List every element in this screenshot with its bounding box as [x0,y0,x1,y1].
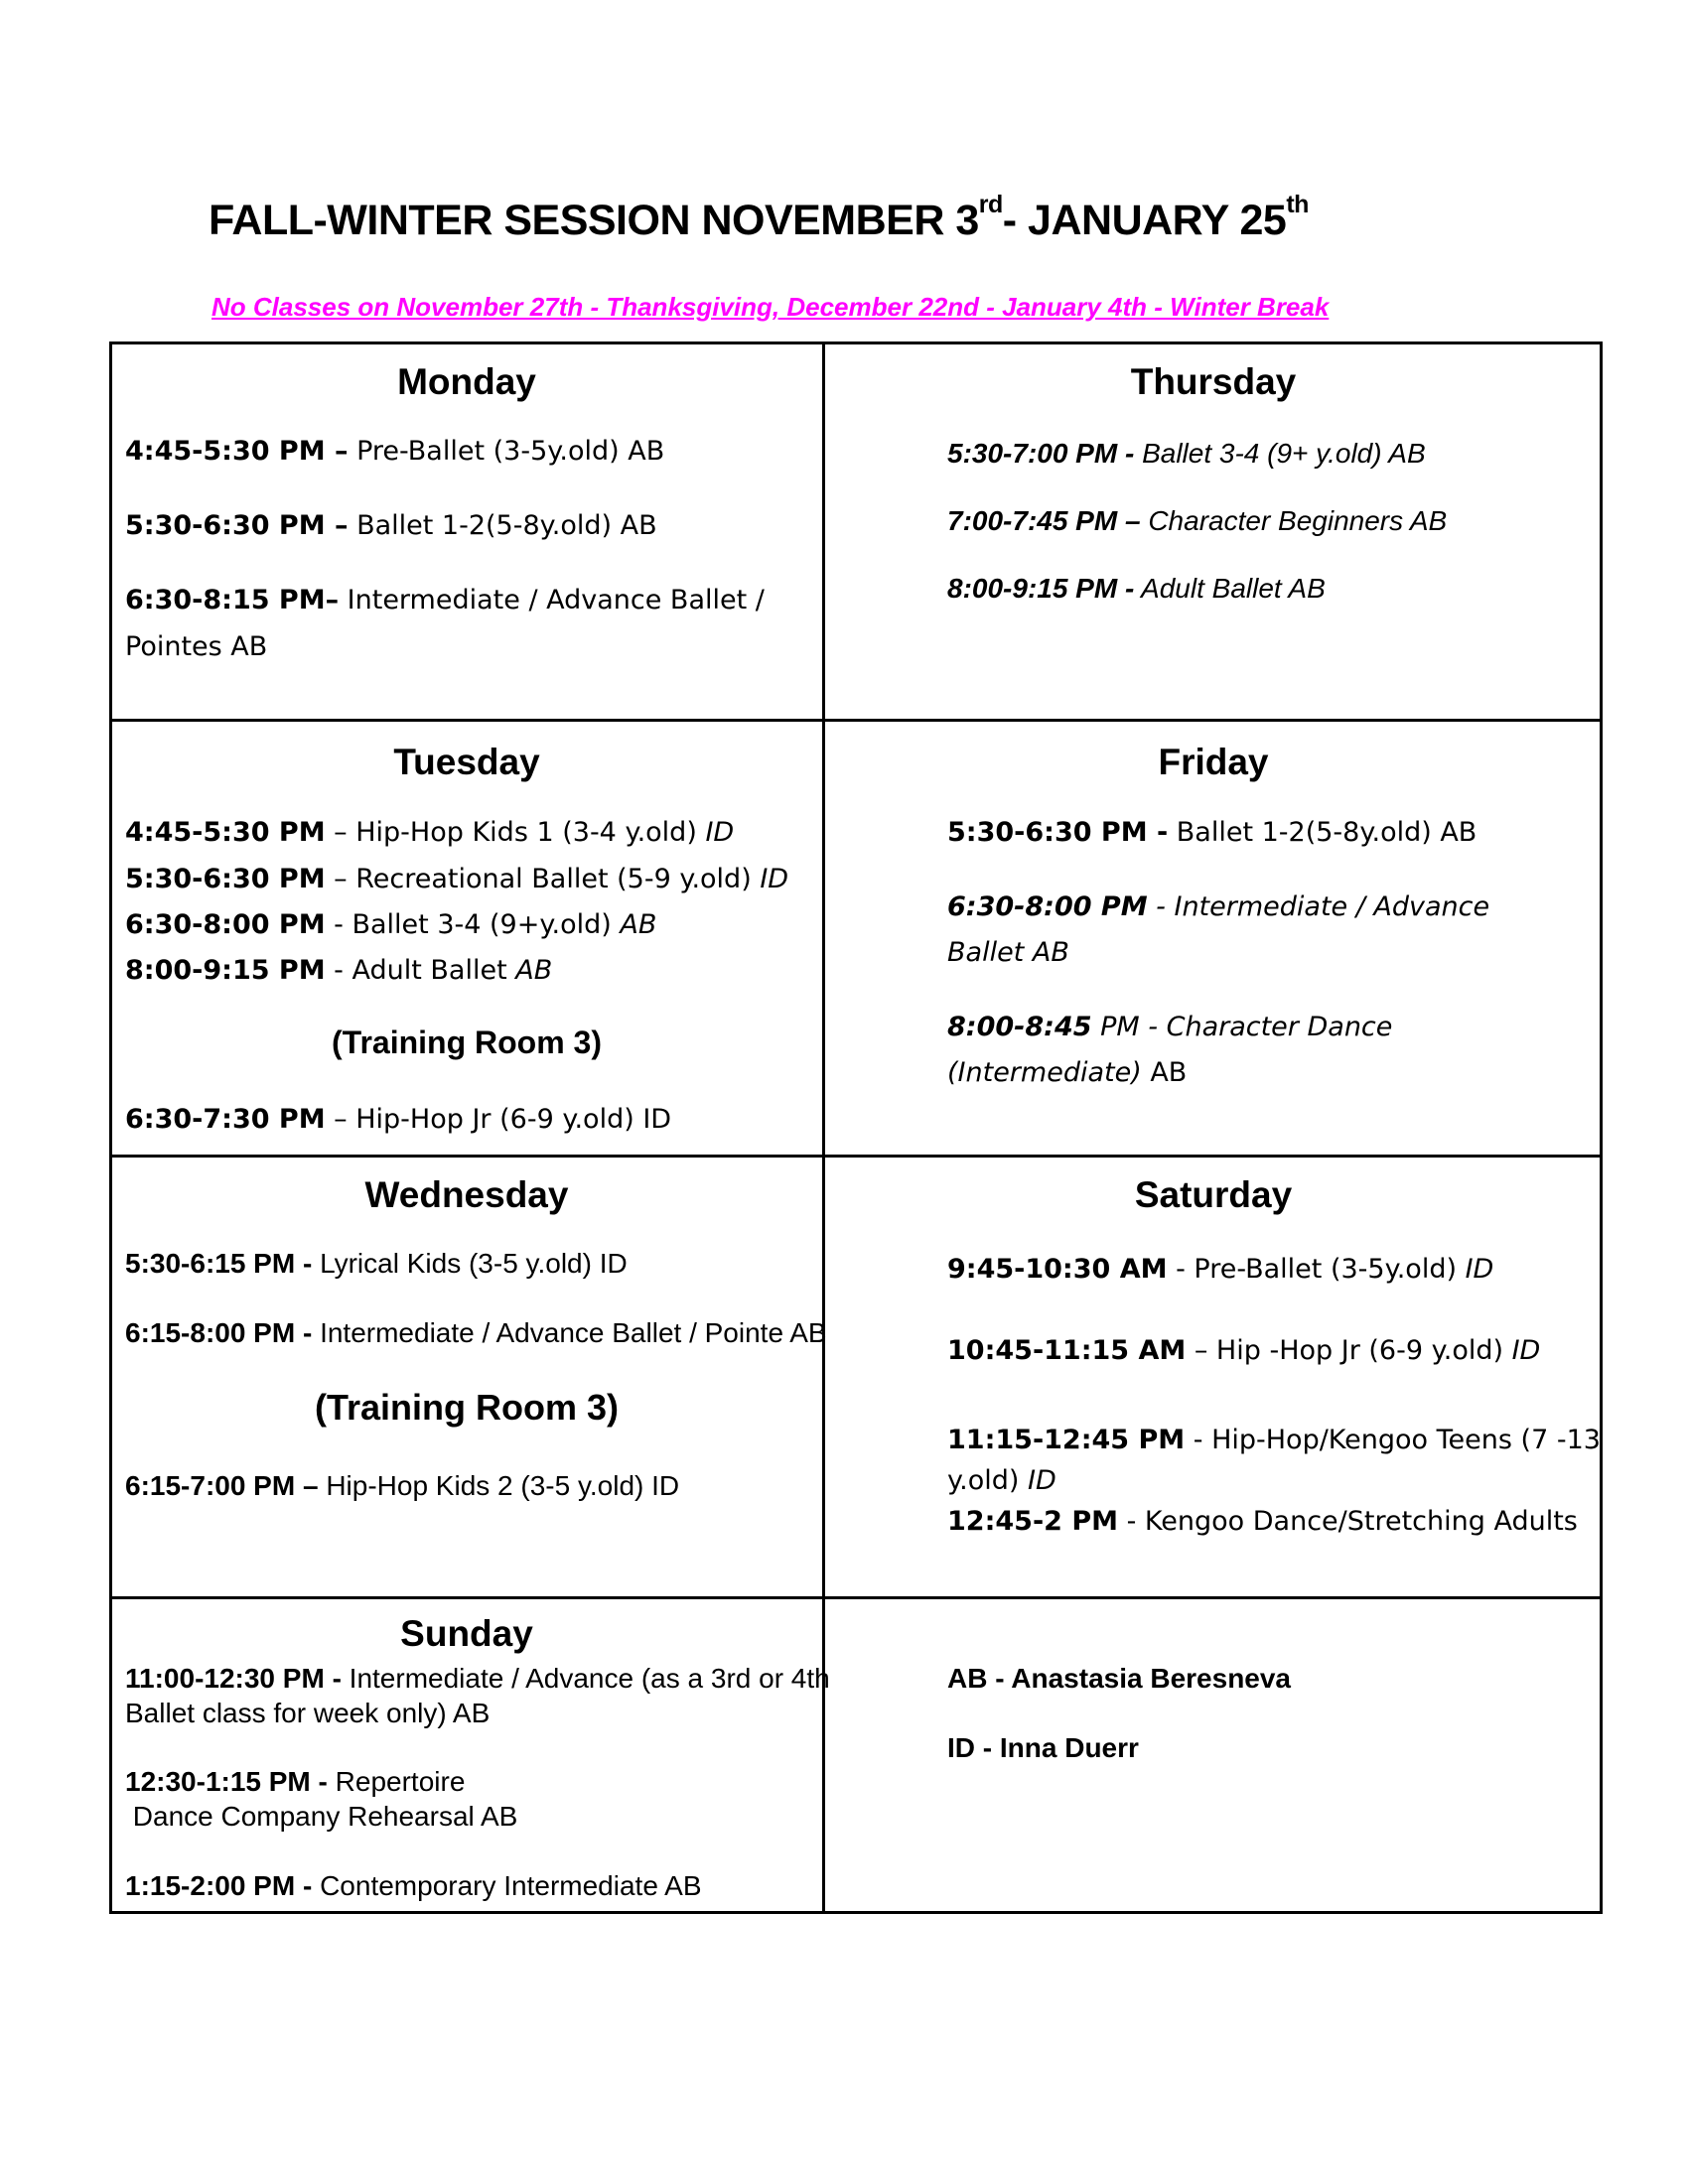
thursday-heading: Thursday [1130,361,1297,402]
monday-class-3: 6:30-8:15 PM– Intermediate / Advance Ballet / [125,585,765,615]
sunday-heading: Sunday [400,1613,533,1654]
row-divider [109,1596,1603,1599]
friday-class-2-cont: Ballet AB [947,937,1069,968]
sunday-class-1: 11:00-12:30 PM - Intermediate / Advance (as a 3rd or 4th [125,1663,830,1694]
wednesday-heading: Wednesday [364,1174,569,1215]
friday-heading: Friday [1158,742,1269,782]
tuesday-class-4: 8:00-9:15 PM - Adult Ballet AB [125,955,553,986]
saturday-class-1: 9:45-10:30 AM - Pre-Ballet (3-5y.old) ID [947,1254,1494,1285]
thursday-class-3: 8:00-9:15 PM - Adult Ballet AB [947,573,1326,604]
monday-class-1: 4:45-5:30 PM – Pre-Ballet (3-5y.old) AB [125,436,665,467]
tuesday-class-5: 6:30-7:30 PM – Hip-Hop Jr (6-9 y.old) ID [125,1104,672,1135]
sunday-class-1-cont: Ballet class for week only) AB [125,1698,491,1728]
tuesday-class-2: 5:30-6:30 PM – Recreational Ballet (5-9 y.old) ID [125,864,789,894]
monday-class-3-cont: Pointes AB [125,631,268,662]
saturday-class-4: 12:45-2 PM - Kengoo Dance/Stretching Adults [947,1506,1578,1537]
sunday-class-3: 1:15-2:00 PM - Contemporary Intermediate AB [125,1870,702,1901]
row-divider [109,1155,1603,1158]
wednesday-class-1: 5:30-6:15 PM - Lyrical Kids (3-5 y.old) ID [125,1248,628,1279]
tuesday-class-1: 4:45-5:30 PM – Hip-Hop Kids 1 (3-4 y.old) ID [125,817,735,848]
wednesday-room-heading: (Training Room 3) [315,1387,619,1428]
sunday-class-2-cont: Dance Company Rehearsal AB [125,1801,518,1832]
thursday-class-2: 7:00-7:45 PM – Character Beginners AB [947,505,1448,536]
friday-class-3-cont: (Intermediate) AB [947,1057,1188,1088]
saturday-class-3-cont: y.old) ID [947,1465,1056,1496]
friday-class-1: 5:30-6:30 PM - Ballet 1-2(5-8y.old) AB [947,817,1477,848]
monday-class-2: 5:30-6:30 PM – Ballet 1-2(5-8y.old) AB [125,510,657,541]
tuesday-class-3: 6:30-8:00 PM - Ballet 3-4 (9+y.old) AB [125,909,657,940]
saturday-class-3: 11:15-12:45 PM - Hip-Hop/Kengoo Teens (7 -13 [947,1425,1601,1455]
monday-heading: Monday [397,361,536,402]
friday-class-2: 6:30-8:00 PM - Intermediate / Advance [947,891,1490,922]
no-classes-notice: No Classes on November 27th - Thanksgiving, December 22nd - January 4th - Winter Break [211,292,1330,322]
thursday-class-1: 5:30-7:00 PM - Ballet 3-4 (9+ y.old) AB [947,438,1426,469]
friday-class-3: 8:00-8:45 PM - Character Dance [947,1012,1393,1042]
legend-id: ID - Inna Duerr [947,1732,1139,1763]
sunday-class-2: 12:30-1:15 PM - Repertoire [125,1766,466,1797]
tuesday-heading: Tuesday [393,742,540,782]
saturday-class-2: 10:45-11:15 AM – Hip -Hop Jr (6-9 y.old) ID [947,1335,1541,1366]
tuesday-room-heading: (Training Room 3) [332,1024,602,1060]
wednesday-class-2: 6:15-8:00 PM - Intermediate / Advance Ballet / Pointe AB [125,1317,827,1348]
wednesday-class-3: 6:15-7:00 PM – Hip-Hop Kids 2 (3-5 y.old) ID [125,1470,680,1501]
saturday-heading: Saturday [1134,1174,1293,1215]
legend-ab: AB - Anastasia Beresneva [947,1663,1292,1694]
row-divider [109,719,1603,722]
page-title: FALL-WINTER SESSION NOVEMBER 3rd- JANUARY 25th [209,191,1309,244]
